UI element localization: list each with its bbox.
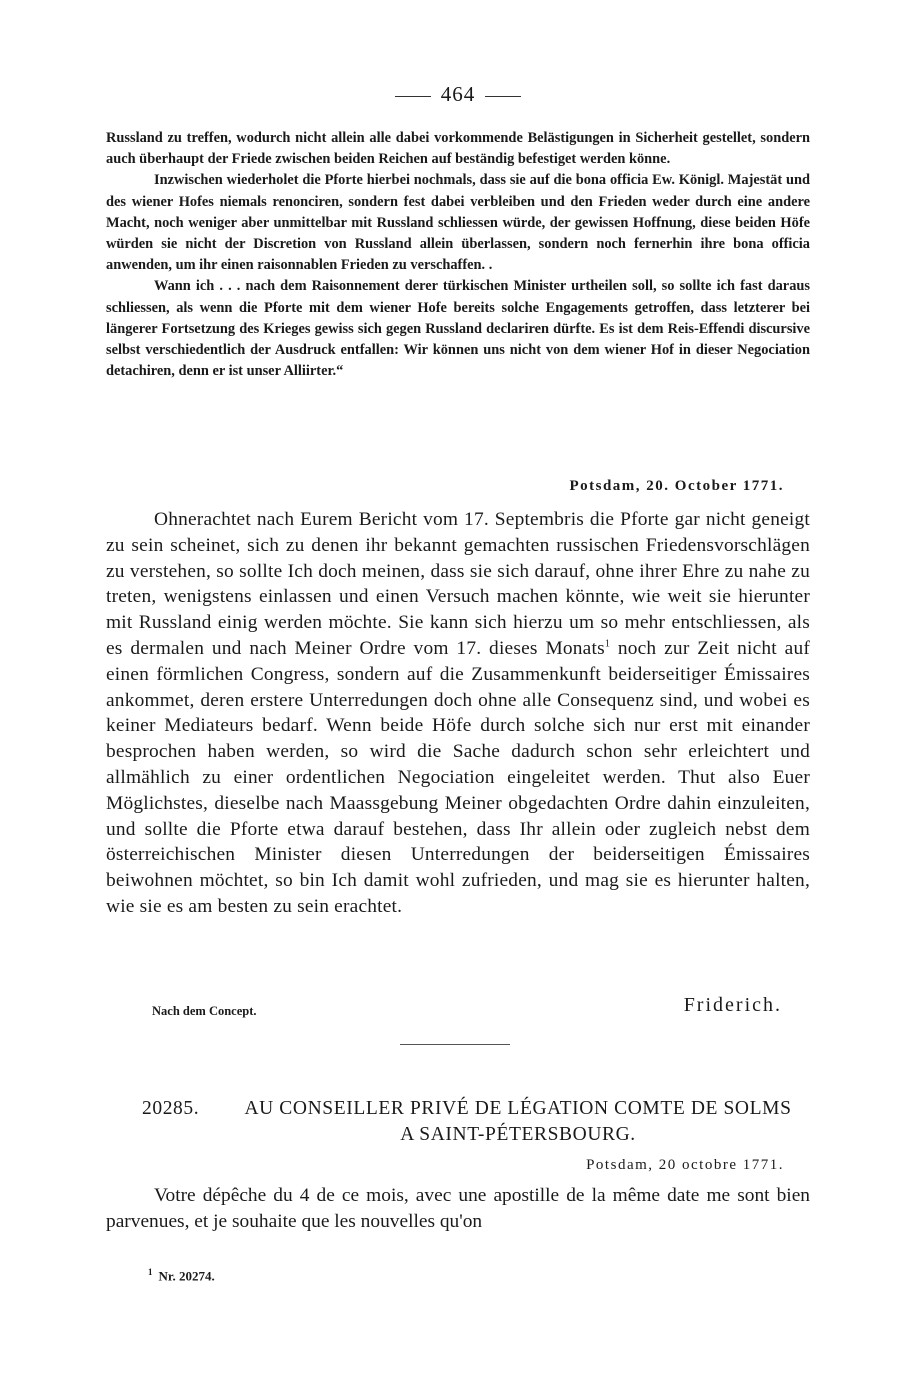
section-divider — [400, 1044, 510, 1045]
footnote-mark: 1 — [148, 1267, 153, 1277]
quoted-report — [106, 128, 810, 382]
letter-body — [106, 507, 810, 920]
header-dash-left — [395, 96, 431, 97]
report-paragraph-3: Wann ich . . . nach dem Raisonnement derer türkischen Minister urtheilen soll, so sollte ich fast daraus schliessen, als wenn die Pforte mit dem wiener Hofe bereits solche Engagements getroffen, dass letzterer bei längerer Fortsetzung des Krieges gewiss sich gegen Russland declariren dürfte. Es ist dem Reis-Effendi discursive selbst verschiedentlich der Ausdruck entfallen: Wir können uns nicht von dem wiener Hof in dieser Negociation detachiren, denn er ist unser Alliirter.“ — [106, 278, 810, 380]
letter-text-part-1: Ohnerachtet nach Eurem Bericht vom 17. Septembris die Pforte gar nicht geneigt zu sein scheinet, sich zu denen ihr bekannt gemachten russischen Friedensvorschlägen zu verstehen, so sollte Ich doch meinen, dass sie sich darauf, ohne ihrer Ehre zu nahe zu treten, wenigstens einlassen und einen Versuch machen könnte, wie weit sie hierunter mit Russland einig werden möchte. Sie kann sich hierzu um so mehr entschliessen, als es dermalen und nach Meiner Ordre vom 17. dieses Monats — [106, 509, 810, 659]
section-number: 20285. — [142, 1098, 200, 1119]
letter-dateline: Potsdam, 20. October 1771. — [569, 478, 784, 494]
signature: Friderich. — [683, 994, 782, 1016]
section-dateline: Potsdam, 20 octobre 1771. — [586, 1157, 784, 1173]
section-body — [106, 1183, 810, 1235]
letter-paragraph — [106, 507, 810, 920]
report-paragraph-2: Inzwischen wiederholet die Pforte hierbei nochmals, dass sie auf die bona officia Ew. Königl. Majestät und des wiener Hofes niemals renonciren, sondern fest dabei verbleiben und den Frieden weder durch eine andere Macht, noch weniger aber unmittelbar mit Russland schliessen würde, der gewissen Hoffnung, diese beiden Höfe würden sie nicht der Discretion von Russland allein überlassen, sondern noch fernerhin ihre bona officia anwenden, um ihr einen raisonnablen Frieden zu verschaffen. . — [106, 172, 810, 274]
page-number: 464 — [440, 82, 476, 106]
header-dash-right — [485, 96, 521, 97]
page-header — [106, 82, 810, 107]
section-title: AU CONSEILLER PRIVÉ DE LÉGATION COMTE DE SOLMS A SAINT-PÉTERSBOURG. — [244, 1098, 792, 1145]
footnote-reference: 1 — [604, 638, 611, 650]
footnote — [148, 1267, 215, 1284]
report-paragraph-1: Russland zu treffen, wodurch nicht allein alle dabei vorkommende Belästigungen in Sicherheit gestellet, sondern auch überhaupt der Friede zwischen beiden Reichen auf beständig befestiget werden könne. — [106, 130, 810, 168]
letter-text-part-2: noch zur Zeit nicht auf einen förmlichen Congress, sondern auf die Zusammenkunft beiderseitiger Émissaires ankommet, deren erstere Unterredungen doch ohne alle Consequenz sind, und wobei es keiner Mediateurs bedarf. Wenn beide Höfe durch solche sich nur erst mit einander besprochen haben werden, so wird die Sache dadurch schon sehr erleichtert und allmählich zu einer ordentlichen Negociation eingeleitet werden. Thut also Euer Möglichstes, dieselbe nach Maassgebung Meiner obgedachten Ordre dahin einzuleiten, und sollte die Pforte etwa darauf bestehen, dass Ihr allein oder zugleich nebst dem österreichischen Minister diesen Unterredungen der beiderseitigen Émissaires beiwohnen möchtet, so bin Ich damit wohl zufrieden, und mag sie es hierunter halten, wie sie es am besten zu sein erachtet. — [106, 637, 811, 917]
section-paragraph: Votre dépêche du 4 de ce mois, avec une apostille de la même date me sont bien parvenues, et je souhaite que les nouvelles qu'on — [106, 1185, 810, 1232]
footnote-text: Nr. 20274. — [158, 1268, 215, 1284]
source-note: Nach dem Concept. — [152, 1004, 257, 1018]
